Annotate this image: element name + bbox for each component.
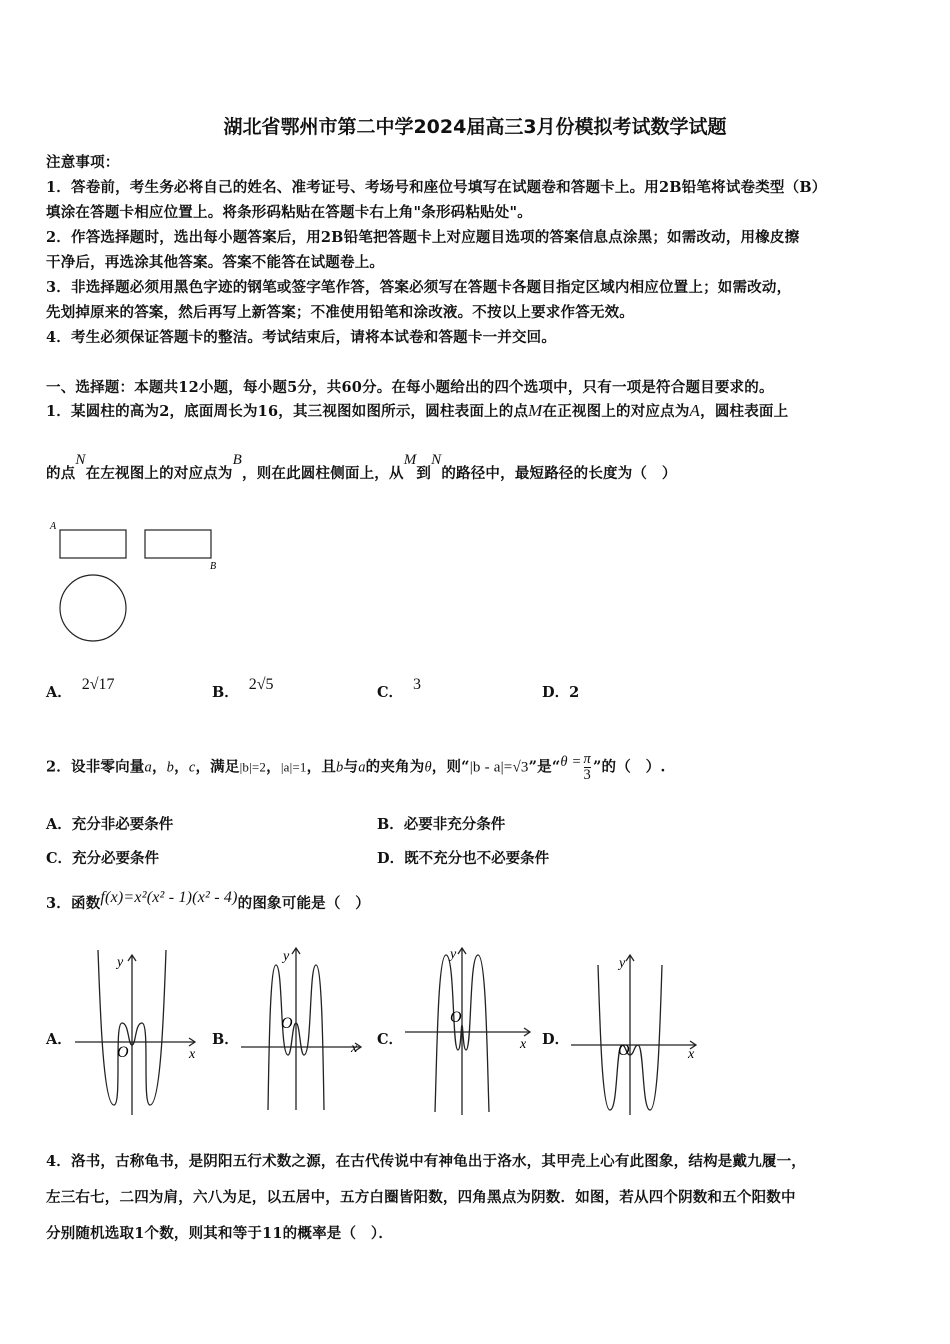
q3-graph-a bbox=[70, 945, 205, 1120]
x-axis-label: x bbox=[520, 1037, 527, 1052]
q3-graph-d bbox=[566, 945, 706, 1120]
notice-line: 填涂在答题卡相应位置上。将条形码粘贴在答题卡右上角"条形码粘贴处"。 bbox=[46, 204, 532, 221]
y-axis-label: y bbox=[117, 955, 124, 970]
q3-option-a-label: A． bbox=[46, 1031, 72, 1048]
q1-line2: 的点N在左视图上的对应点为B，则在此圆柱侧面上，从M到N的路径中，最短路径的长度为（ ） bbox=[46, 452, 677, 482]
q1-three-view-figure bbox=[44, 515, 234, 650]
page-title: 湖北省鄂州市第二中学2024届高三3月份模拟考试数学试题 bbox=[223, 116, 727, 138]
origin-label: O bbox=[450, 1009, 462, 1026]
q2-option-d: D．既不充分也不必要条件 bbox=[377, 850, 550, 867]
notice-line: 先划掉原来的答案，然后再写上新答案；不准使用铅笔和涂改液。不按以上要求作答无效。 bbox=[46, 304, 634, 321]
q3-option-c-label: C． bbox=[377, 1031, 404, 1048]
q1-option-d: D．2 bbox=[542, 684, 580, 701]
point-a-label: A bbox=[50, 521, 57, 532]
x-axis-label: x bbox=[351, 1041, 358, 1056]
y-axis-label: y bbox=[450, 947, 457, 962]
q3-stem: 3．函数f(x)=x²(x² - 1)(x² - 4)的图象可能是（ ） bbox=[46, 889, 370, 912]
notice-line: 3．非选择题必须用黑色字迹的钢笔或签字笔作答，答案必须写在答题卡各题目指定区域内相应位置上；如需改动， bbox=[46, 279, 792, 296]
front-view-rect bbox=[60, 530, 126, 558]
q2-option-a: A．充分非必要条件 bbox=[46, 816, 174, 833]
notice-line: 干净后，再选涂其他答案。答案不能答在试题卷上。 bbox=[46, 254, 385, 271]
section-heading: 一、选择题：本题共12小题，每小题5分，共60分。在每小题给出的四个选项中，只有一项是符合题目要求的。 bbox=[46, 379, 774, 396]
q3-option-d-label: D． bbox=[542, 1031, 570, 1048]
q4-line: 分别随机选取1个数，则其和等于11的概率是（ ）． bbox=[46, 1225, 394, 1242]
top-view-circle bbox=[60, 575, 126, 641]
q1-option-c: C． 3 bbox=[377, 676, 422, 701]
notice-line: 1．答卷前，考生务必将自己的姓名、准考证号、考场号和座位号填写在试题卷和答题卡上。用2B铅笔将试卷类型（B） bbox=[46, 179, 827, 196]
notice-line: 4．考生必须保证答题卡的整洁。考试结束后，请将本试卷和答题卡一并交回。 bbox=[46, 329, 557, 346]
notice-heading: 注意事项： bbox=[46, 154, 120, 171]
q3-graph-c bbox=[400, 940, 540, 1120]
q4-line: 4．洛书，古称龟书，是阴阳五行术数之源，在古代传说中有神龟出于洛水，其甲壳上心有此图象，结构是戴九履一， bbox=[46, 1153, 806, 1170]
side-view-rect bbox=[145, 530, 211, 558]
q2-option-c: C．充分必要条件 bbox=[46, 850, 160, 867]
q3-graph-b bbox=[236, 940, 371, 1120]
x-axis-label: x bbox=[189, 1047, 196, 1062]
y-axis-label: y bbox=[283, 949, 290, 964]
point-b-label: B bbox=[210, 561, 217, 572]
q4-line: 左三右七，二四为肩，六八为足，以五居中，五方白圈皆阳数，四角黑点为阴数．如图，若从四个阴数和五个阳数中 bbox=[46, 1189, 796, 1206]
q1-line1: 1．某圆柱的高为2，底面周长为16，其三视图如图所示，圆柱表面上的点M在正视图上的对应点为A，圆柱表面上 bbox=[46, 401, 789, 420]
q1-option-b: B． 2√5 bbox=[212, 676, 274, 701]
q2-stem: 2．设非零向量a，b，c，满足|b|=2，|a|=1，且b与a的夹角为θ，则“|b - a|=√3”是“θ = $\frac{\pi}{3}$ ”的（ ）. bbox=[46, 751, 666, 783]
q3-option-b-label: B． bbox=[212, 1031, 239, 1048]
notice-line: 2．作答选择题时，选出每小题答案后，用2B铅笔把答题卡上对应题目选项的答案信息点涂黑；如需改动，用橡皮擦 bbox=[46, 229, 800, 246]
origin-label: O bbox=[281, 1015, 293, 1032]
origin-label: O bbox=[618, 1042, 630, 1059]
origin-label: O bbox=[117, 1044, 129, 1061]
y-axis-label: y bbox=[619, 956, 626, 971]
q2-option-b: B．必要非充分条件 bbox=[377, 816, 506, 833]
x-axis-label: x bbox=[688, 1047, 695, 1062]
q1-option-a: A． 2√17 bbox=[46, 676, 115, 701]
